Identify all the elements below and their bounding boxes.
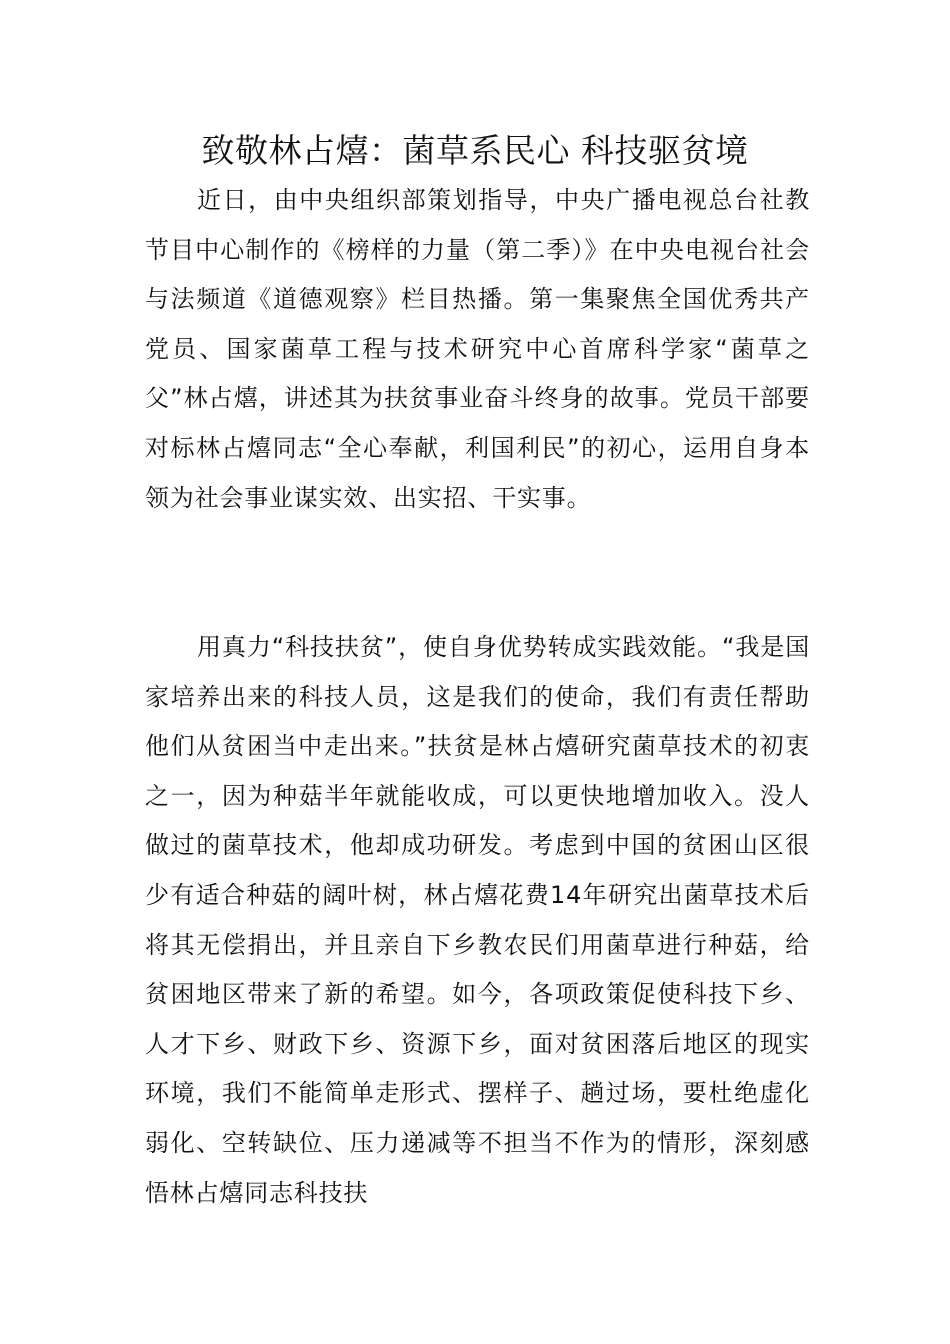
paragraph-intro: 近日，由中央组织部策划指导，中央广播电视总台社教节目中心制作的《榜样的力量（第二季）》在中央电视台社会与法频道《道德观察》栏目热播。第一集聚焦全国优秀共产党员、国家菌草工程与技术研究中心首席科学家“菌草之父”林占熺，讲述其为扶贫事业奋斗终身的故事。党员干部要对标林占熺同志“全心奉献，利国利民”的初心，运用自身本领为社会事业谋实效、出实招、干实事。 <box>145 186 810 512</box>
paragraph-tech-poverty: 用真力“科技扶贫”，使自身优势转成实践效能。“我是国家培养出来的科技人员，这是我们的使命，我们有责任帮助他们从贫困当中走出来。”扶贫是林占熺研究菌草技术的初衷之一，因为种菇半年就能收成，可以更快地增加收入。没人做过的菌草技术，他却成功研发。考虑到中国的贫困山区很少有适合种菇的阔叶树，林占熺花费14年研究出菌草技术后将其无偿捐出，并且亲自下乡教农民们用菌草进行种菇，给贫困地区带来了新的希望。如今，各项政策促使科技下乡、人才下乡、财政下乡、资源下乡，面对贫困落后地区的现实环境，我们不能简单走形式、摆样子、趟过场，要杜绝虚化弱化、空转缺位、压力递减等不担当不作为的情形，深刻感悟林占熺同志科技扶 <box>145 633 810 1207</box>
document-title: 致敬林占熺：菌草系民心 科技驱贫境 <box>201 131 749 170</box>
